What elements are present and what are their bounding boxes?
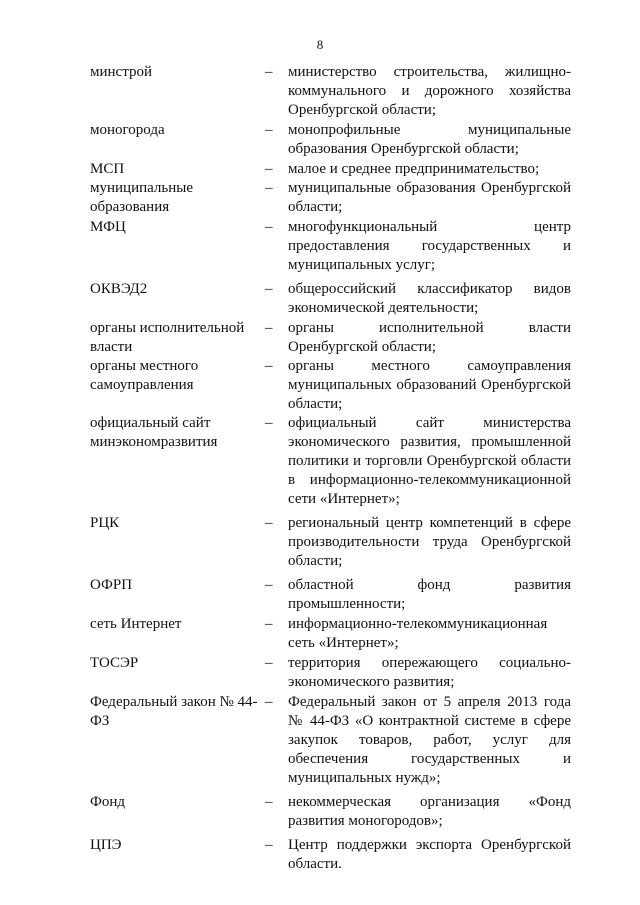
entry-definition: информационно-телекоммуникационная сеть «Интернет»; [288,616,548,651]
glossary-entry [90,319,590,357]
entry-dash: – [265,577,273,593]
glossary-entry [90,160,590,179]
glossary-entry [90,576,590,614]
entry-term: ОФРП [90,577,133,593]
entry-dash: – [265,219,273,235]
entry-dash: – [265,281,273,297]
entry-term: ЦПЭ [90,837,122,853]
entry-dash: – [265,320,273,336]
entry-dash: – [265,180,273,196]
entry-dash: – [265,655,273,671]
glossary-entry [90,280,590,318]
glossary-entry [90,654,590,692]
entry-dash: – [265,794,273,810]
entry-definition: территория опережающего социально-экономического развития; [288,655,571,690]
entry-definition: министерство строительства, жилищно-коммунального и дорожного хозяйства Оренбургской области; [288,64,571,118]
entry-term: минстрой [90,64,152,80]
entry-definition: региональный центр компетенций в сфере производительности труда Оренбургской области; [288,515,571,569]
entry-term: Федеральный закон № 44-ФЗ [90,694,258,729]
entry-dash: – [265,694,273,710]
entry-definition: Центр поддержки экспорта Оренбургской области. [288,837,571,872]
glossary-entry [90,179,590,217]
abbreviation-list [90,63,590,874]
glossary-entry [90,514,590,571]
entry-term: сеть Интернет [90,616,182,632]
glossary-entry [90,63,590,120]
entry-dash: – [265,515,273,531]
entry-definition: Федеральный закон от 5 апреля 2013 года № 44-ФЗ «О контрактной системе в сфере закупок товаров, работ, услуг для обеспечения государственных и муниципальных нужд»; [288,694,571,786]
entry-term: Фонд [90,794,126,810]
glossary-entry [90,414,590,509]
entry-dash: – [265,161,273,177]
entry-definition: монопрофильные муниципальные образования Оренбургской области; [288,122,571,157]
entry-term: органы исполнительной власти [90,320,245,355]
entry-dash: – [265,415,273,431]
entry-definition: органы исполнительной власти Оренбургской области; [288,320,571,355]
glossary-entry [90,615,590,653]
entry-definition: малое и среднее предпринимательство; [288,161,540,177]
entry-term: муниципальные образования [90,180,194,215]
glossary-entry [90,218,590,275]
entry-definition: официальный сайт министерства экономического развития, промышленной политики и торговли Оренбургской области в информационно-телекоммуникационной сети «Интернет»; [288,415,571,507]
glossary-entry [90,693,590,788]
glossary-entry [90,836,590,874]
entry-dash: – [265,122,273,138]
entry-term: МСП [90,161,125,177]
entry-definition: органы местного самоуправления муниципальных образований Оренбургской области; [288,358,571,412]
entry-term: официальный сайт минэкономразвития [90,415,218,450]
entry-definition: многофункциональный центр предоставления государственных и муниципальных услуг; [288,219,571,273]
entry-term: ОКВЭД2 [90,281,148,297]
entry-dash: – [265,837,273,853]
glossary-entry [90,357,590,414]
entry-definition: областной фонд развития промышленности; [288,577,571,612]
entry-definition: некоммерческая организация «Фонд развития моногородов»; [288,794,571,829]
page-number: 8 [316,37,324,52]
entry-definition: муниципальные образования Оренбургской области; [288,180,571,215]
glossary-entry [90,793,590,831]
entry-dash: – [265,64,273,80]
entry-term: моногорода [90,122,165,138]
entry-term: органы местного самоуправления [90,358,199,393]
entry-definition: общероссийский классификатор видов экономической деятельности; [288,281,571,316]
glossary-entry [90,121,590,159]
entry-dash: – [265,358,273,374]
entry-term: ТОСЭР [90,655,139,671]
entry-dash: – [265,616,273,632]
entry-term: РЦК [90,515,120,531]
entry-term: МФЦ [90,219,126,235]
